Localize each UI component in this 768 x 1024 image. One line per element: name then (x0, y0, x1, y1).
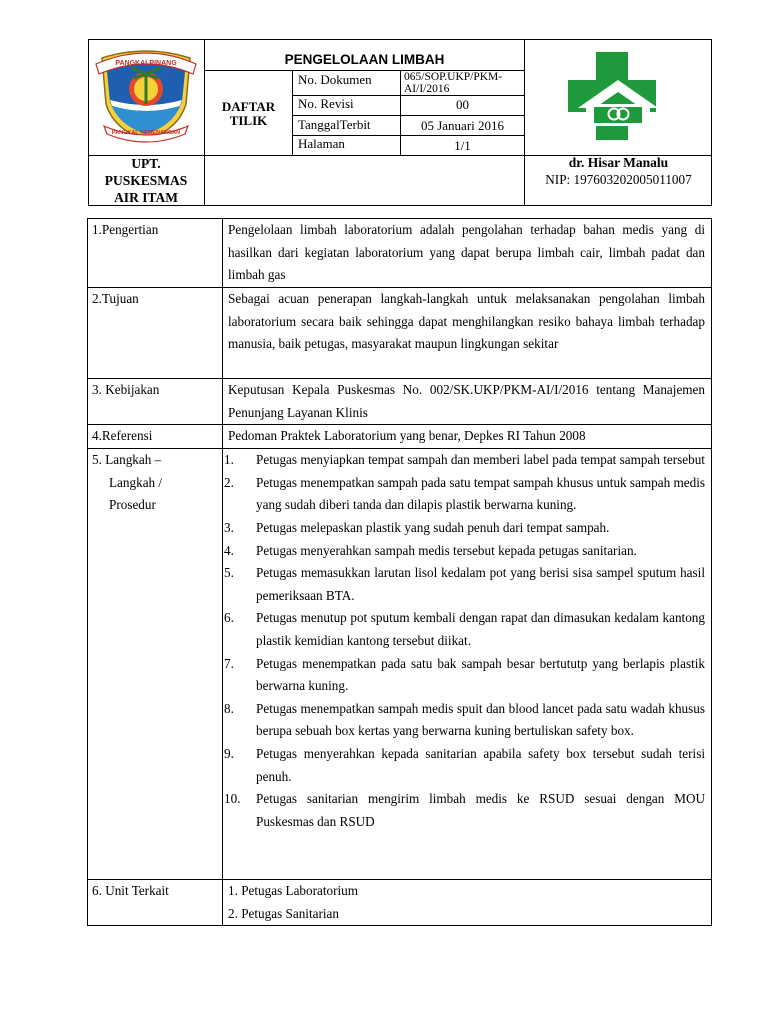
list-item (224, 449, 705, 472)
meta-value-line: AI/I/2016 (404, 83, 450, 95)
row-langkah (88, 449, 712, 880)
meta-value-line: 065/SOP.UKP/PKM- (404, 71, 503, 83)
meta-value: 1/1 (454, 138, 471, 153)
org-line: UPT. (131, 156, 161, 171)
row-referensi (88, 425, 712, 449)
row-content (223, 449, 712, 880)
document-title: PENGELOLAAN LIMBAH (284, 52, 445, 67)
sop-table (87, 218, 712, 926)
step-number: 2. (224, 474, 234, 490)
meta-label: No. Revisi (298, 96, 354, 111)
step-number: 7. (224, 655, 234, 671)
signatory-name: dr. Hisar Manalu (568, 155, 669, 170)
step-text: Petugas menyerahkan sampah medis tersebut kepada petugas sanitarian. (256, 542, 637, 558)
list-item (224, 517, 705, 540)
row-content: Sebagai acuan penerapan langkah-langkah untuk melaksanakan pengolahan limbah laboratorium secara baik sehingga dapat menghilangkan resiko bahaya limbah terhadap manusia, baik petugas, masyarakat maupun lingkungan sekitar (223, 288, 712, 379)
row-label-line: Langkah / (109, 474, 163, 490)
org-line: PUSKESMAS (104, 173, 188, 188)
step-number: 4. (224, 542, 234, 558)
row-label-line: Prosedur (109, 497, 156, 513)
city-crest-icon (92, 44, 200, 150)
list-item (224, 698, 705, 743)
list-item: 2. Petugas Sanitarian (228, 905, 339, 921)
list-item (224, 653, 705, 698)
step-text: Petugas sanitarian mengirim limbah medis ke RSUD sesuai dengan MOU Puskesmas dan RSUD (256, 791, 705, 829)
row-unit-terkait (88, 880, 712, 926)
step-number: 8. (224, 700, 234, 716)
org-line: AIR ITAM (114, 190, 178, 205)
list-item (224, 788, 705, 833)
row-pengertian (88, 219, 712, 288)
row-label: 4.Referensi (88, 425, 223, 449)
row-label (88, 449, 223, 880)
step-text: Petugas menempatkan pada satu bak sampah besar bertututp yang berlapis plastik berwarna kuning. (256, 655, 705, 694)
doc-type-line: DAFTAR (221, 99, 276, 114)
list-item (224, 743, 705, 788)
meta-label: No. Dokumen (298, 72, 372, 87)
meta-value: 05 Januari 2016 (420, 118, 505, 133)
row-label: 6. Unit Terkait (88, 880, 223, 926)
row-content: Pedoman Praktek Laboratorium yang benar, Depkes RI Tahun 2008 (223, 425, 712, 449)
step-number: 5. (224, 565, 234, 581)
meta-value: 00 (456, 97, 469, 112)
row-label: 3. Kebijakan (88, 379, 223, 425)
doc-type-line: TILIK (229, 113, 268, 128)
step-text: Petugas menyerahkan kepada sanitarian apabila safety box tersebut sudah terisi penuh. (256, 745, 705, 784)
step-text: Petugas menempatkan sampah pada satu tempat sampah khusus untuk sampah medis yang sudah diberi tanda dan dilapis plastik berwarna kuning. (256, 474, 706, 513)
row-tujuan (88, 288, 712, 379)
row-label-line: 5. Langkah – (92, 452, 162, 468)
meta-value (404, 71, 502, 95)
unit-list (228, 880, 705, 925)
divider (292, 115, 524, 116)
step-number: 3. (224, 519, 234, 535)
list-item: 1. Petugas Laboratorium (228, 883, 359, 899)
step-text: Petugas melepaskan plastik yang sudah penuh dari tempat sampah. (256, 519, 610, 535)
list-item (224, 562, 705, 607)
org-name (88, 155, 204, 206)
row-label: 1.Pengertian (88, 219, 223, 288)
doc-type (205, 100, 292, 128)
divider (292, 70, 293, 155)
steps-list (224, 449, 706, 833)
step-number: 6. (224, 610, 234, 626)
step-text: Petugas menutup pot sputum kembali dengan rapat dan dimasukan kedalam kantong plastik kemidian kantong tersebut diikat. (256, 610, 705, 648)
row-content (223, 880, 712, 926)
step-text: Petugas menyiapkan tempat sampah dan memberi label pada tempat sampah tersebut (256, 452, 705, 468)
step-text: Petugas memasukkan larutan lisol kedalam pot yang berisi sisa sampel sputum hasil pemeriksaan BTA. (256, 565, 705, 603)
crest-bottom-text: PANGKAL KEMENANGAN (111, 130, 181, 136)
row-kebijakan (88, 379, 712, 425)
row-content: Keputusan Kepala Puskesmas No. 002/SK.UKP/PKM-AI/I/2016 tentang Manajemen Penunjang Layanan Klinis (223, 379, 712, 425)
row-label: 2.Tujuan (88, 288, 223, 379)
row-content: Pengelolaan limbah laboratorium adalah pengolahan terhadap bahan medis yang di hasilkan dari kegiatan laboratorium yang dapat berupa limbah cair, limbah padat dan limbah gas (223, 219, 712, 288)
crest-top-text: PANGKALPINANG (115, 60, 177, 67)
list-item (224, 540, 705, 563)
step-number: 10. (224, 791, 241, 807)
signatory-nip: NIP: 197603202005011007 (545, 172, 692, 187)
step-number: 9. (224, 745, 234, 761)
puskesmas-cross-icon (568, 52, 668, 142)
step-text: Petugas menempatkan sampah medis spuit dan blood lancet pada satu wadah khusus berupa sebuah box kertas yang berwarna kuning bertuliskan safety box. (256, 700, 705, 739)
meta-label: TanggalTerbit (298, 117, 371, 132)
meta-label: Halaman (298, 136, 345, 151)
list-item (224, 607, 705, 652)
list-item (224, 472, 706, 517)
step-number: 1. (224, 452, 234, 468)
